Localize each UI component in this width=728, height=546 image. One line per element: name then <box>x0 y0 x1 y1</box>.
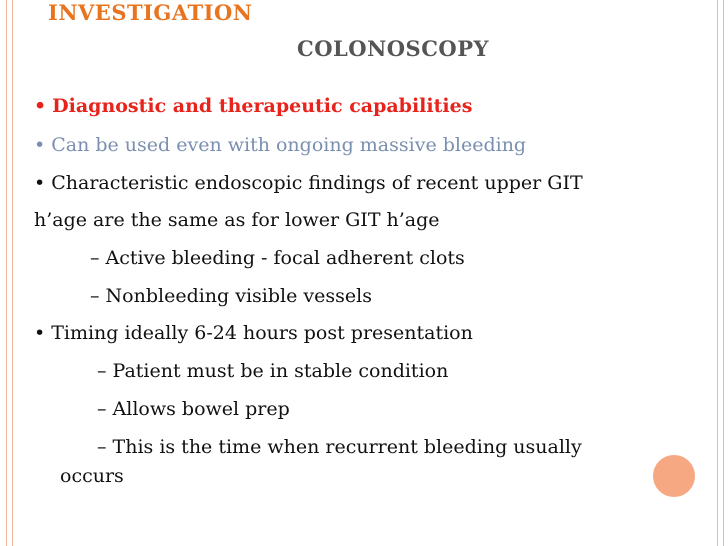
bullet-icon: • <box>34 95 47 117</box>
bullet-line-4 <box>34 321 473 345</box>
sub-bullet-2: – Nonbleeding visible vessels <box>90 285 372 307</box>
bullet-text-1: Diagnostic and therapeutic capabilities <box>52 95 473 117</box>
bullet-line-3 <box>34 171 583 195</box>
bullet-text-2: Can be used even with ongoing massive bleeding <box>51 134 527 156</box>
left-border-decoration <box>6 0 13 546</box>
bullet-text-4: Timing ideally 6-24 hours post presentation <box>51 322 473 344</box>
bullet-text-3: Characteristic endoscopic findings of recent upper GIT <box>51 172 583 194</box>
sub-bullet-1: – Active bleeding - focal adherent clots <box>90 247 465 269</box>
bullet-line-2 <box>34 133 526 157</box>
bullet-icon: • <box>34 172 46 194</box>
bullet-icon: • <box>34 322 46 344</box>
decorative-circle <box>650 452 698 500</box>
slide-subtitle: COLONOSCOPY <box>297 36 490 61</box>
slide-title: INVESTIGATION <box>48 0 253 25</box>
sub-bullet-4: – Allows bowel prep <box>97 398 290 420</box>
continuation-line-3: h’age are the same as for lower GIT h’age <box>34 209 440 231</box>
right-border-decoration <box>717 0 724 546</box>
bullet-line-1 <box>34 94 472 118</box>
bullet-icon: • <box>34 134 46 156</box>
sub-bullet-5: – This is the time when recurrent bleeding usually <box>97 436 582 458</box>
continuation-line-5: occurs <box>60 465 124 487</box>
sub-bullet-3: – Patient must be in stable condition <box>97 360 449 382</box>
